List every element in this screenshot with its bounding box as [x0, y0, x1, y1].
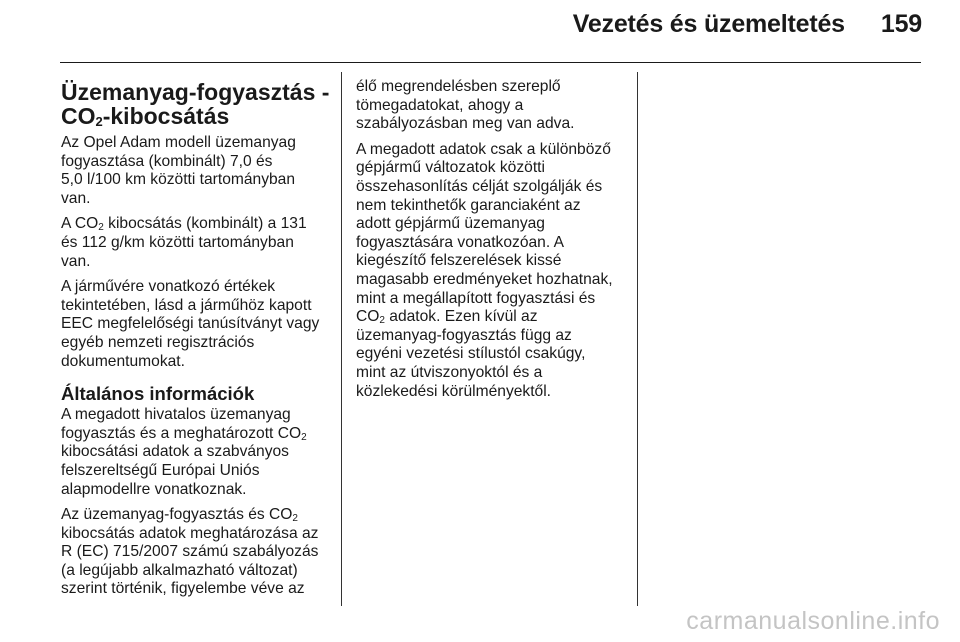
text-run: kibocsátási adatok a szabványos felszereltségű Európai Uniós alapmodellre vonatkoznak. — [61, 443, 289, 498]
paragraph-comparison — [356, 141, 632, 401]
paragraph-official-data — [61, 406, 337, 499]
heading-text-a: Üzemanyag-fogyasztás - CO — [61, 79, 330, 129]
watermark: carmanualsonline.info — [686, 607, 940, 635]
text-run: Az üzemanyag-fogyasztás és CO — [61, 506, 293, 524]
paragraph-fuel-consumption: Az Opel Adam modell üzemanyag fogyasztása (kombinált) 7,0 és 5,0 l/100 km közötti tartományban van. — [61, 134, 296, 207]
heading-text-b: -kibocsátás — [102, 103, 230, 129]
heading-subscript: 2 — [95, 114, 103, 129]
column-divider-right — [637, 72, 638, 606]
text-run: A megadott hivatalos üzemanyag fogyasztás és a meghatározott CO — [61, 406, 302, 442]
paragraph-mass-data: élő megrendelésben szereplő tömegadatokat, ahogy a szabályozásban meg van adva. — [356, 78, 575, 133]
subscript: 2 — [301, 431, 307, 443]
text-run: kibocsátás adatok meghatározása az R (EC) 715/2007 számú szabályozás (a legújabb alkalmazható változat) szerint történik, figyelembe véve az — [61, 524, 319, 598]
middle-column — [356, 78, 632, 408]
paragraph-regulation — [61, 506, 337, 599]
subscript: 2 — [379, 315, 385, 327]
text-run: adatok. Ezen kívül az üzemanyag-fogyasztás függ az egyéni vezetési stílustól csakúgy, mint az útviszonyoktól és a közlekedési körülményektől. — [356, 308, 586, 400]
column-divider-left — [341, 72, 342, 606]
header-rule — [60, 62, 921, 63]
left-column — [61, 66, 337, 606]
subscript: 2 — [292, 513, 298, 525]
subheading-general-info: Általános információk — [61, 383, 255, 405]
page-header — [573, 10, 922, 39]
paragraph-vehicle-values: A járművére vonatkozó értékek tekintetében, lásd a járműhöz kapott EEC megfelelőségi tanúsítványt vagy egyéb nemzeti regisztrációs dokumentumokat. — [61, 278, 320, 370]
section-title: Vezetés és üzemeltetés — [572, 10, 845, 38]
subscript: 2 — [98, 222, 104, 234]
text-run: A megadott adatok csak a különböző gépjármű változatok közötti összehasonlítás célját szolgálják és nem tekinthetők garanciaként az adott gépjármű üzemanyag fogyasztására vonatkozóan. A kiegészítő felszerelések kissé magasabb eredményeket hozhatnak, mint a megállapított fogyasztási és CO — [356, 140, 613, 326]
paragraph-co2-emission — [61, 215, 337, 271]
text-run: kibocsátás (kombinált) a 131 és 112 g/km közötti tartományban van. — [61, 215, 307, 270]
text-run: A CO — [61, 215, 99, 233]
section-heading — [61, 80, 337, 128]
page-number: 159 — [880, 10, 922, 38]
